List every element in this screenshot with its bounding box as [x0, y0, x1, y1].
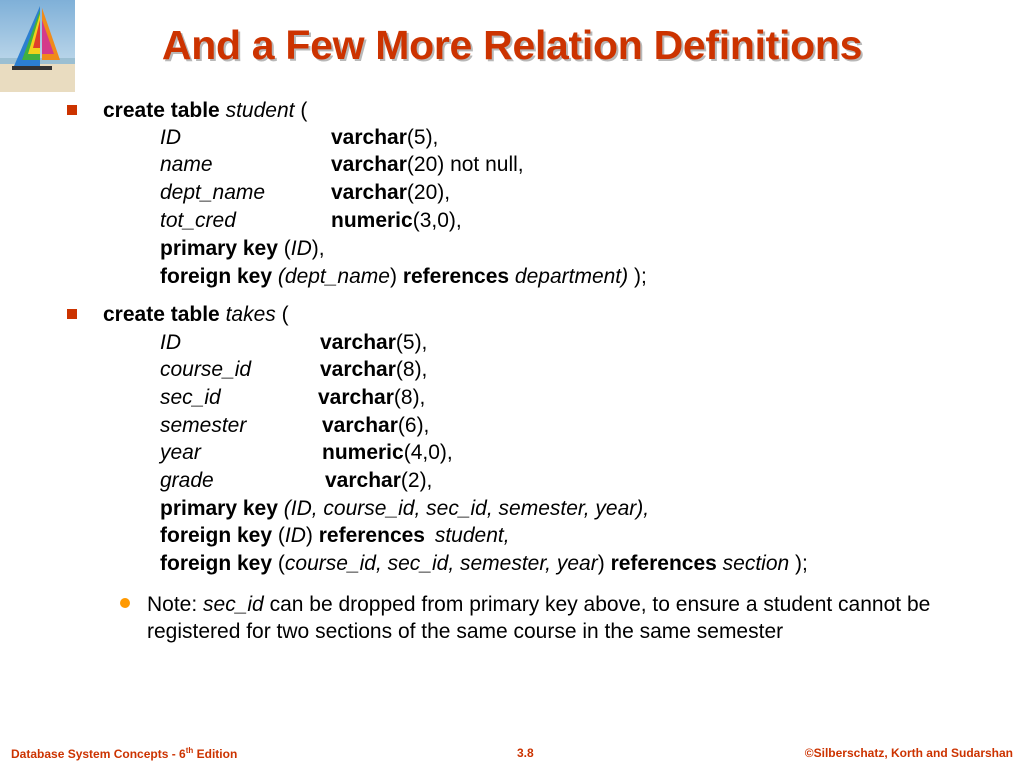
- takes-type-course-id: varchar(8),: [320, 358, 428, 381]
- open-paren: (: [300, 99, 308, 122]
- takes-type-semester: varchar(6),: [322, 414, 430, 437]
- takes-foreign-key-student: foreign key (ID) references student,: [160, 524, 510, 547]
- takes-col-grade: grade: [160, 469, 214, 492]
- takes-type-sec-id: varchar(8),: [318, 386, 426, 409]
- create-keyword: create table: [103, 303, 220, 326]
- student-type-name: varchar(20) not null,: [331, 153, 524, 176]
- takes-col-course-id: course_id: [160, 358, 252, 381]
- table-name: takes: [225, 303, 276, 326]
- takes-col-sec-id: sec_id: [160, 386, 221, 409]
- student-type-id: varchar(5),: [331, 126, 439, 149]
- takes-type-grade: varchar(2),: [325, 469, 433, 492]
- create-student-line: [103, 98, 307, 124]
- note-paragraph: Note: sec_id can be dropped from primary key above, to ensure a student cannot be registered for two sections of the same course in the same semester: [147, 593, 931, 643]
- open-paren: (: [281, 303, 289, 326]
- takes-primary-key: primary key (ID, course_id, sec_id, semester, year),: [160, 497, 650, 520]
- footer-page-number: 3.8: [517, 746, 534, 760]
- takes-col-id: ID: [160, 331, 181, 354]
- student-col-tot-cred: tot_cred: [160, 209, 236, 232]
- table-name: student: [225, 99, 295, 122]
- takes-col-semester: semester: [160, 414, 247, 437]
- round-bullet-icon: [120, 598, 130, 608]
- footer-left: Database System Concepts - 6th Edition: [11, 746, 238, 761]
- student-type-dept-name: varchar(20),: [331, 181, 451, 204]
- footer-right: ©Silberschatz, Korth and Sudarshan: [804, 746, 1013, 760]
- slide-title: And a Few More Relation Definitions: [161, 22, 863, 68]
- student-col-dept-name: dept_name: [160, 181, 266, 204]
- square-bullet-icon: [67, 309, 77, 319]
- takes-col-year: year: [160, 441, 201, 464]
- takes-foreign-key-section: foreign key (course_id, sec_id, semester, year) references section );: [160, 552, 808, 575]
- create-takes-line: [103, 302, 289, 328]
- student-foreign-key: foreign key (dept_name) references department) );: [160, 265, 647, 288]
- student-primary-key: primary key (ID),: [160, 237, 325, 260]
- student-col-id: ID: [160, 126, 181, 149]
- student-col-name: name: [160, 153, 213, 176]
- takes-type-id: varchar(5),: [320, 331, 428, 354]
- takes-type-year: numeric(4,0),: [322, 441, 453, 464]
- student-type-tot-cred: numeric(3,0),: [331, 209, 462, 232]
- square-bullet-icon: [67, 105, 77, 115]
- create-keyword: create table: [103, 99, 220, 122]
